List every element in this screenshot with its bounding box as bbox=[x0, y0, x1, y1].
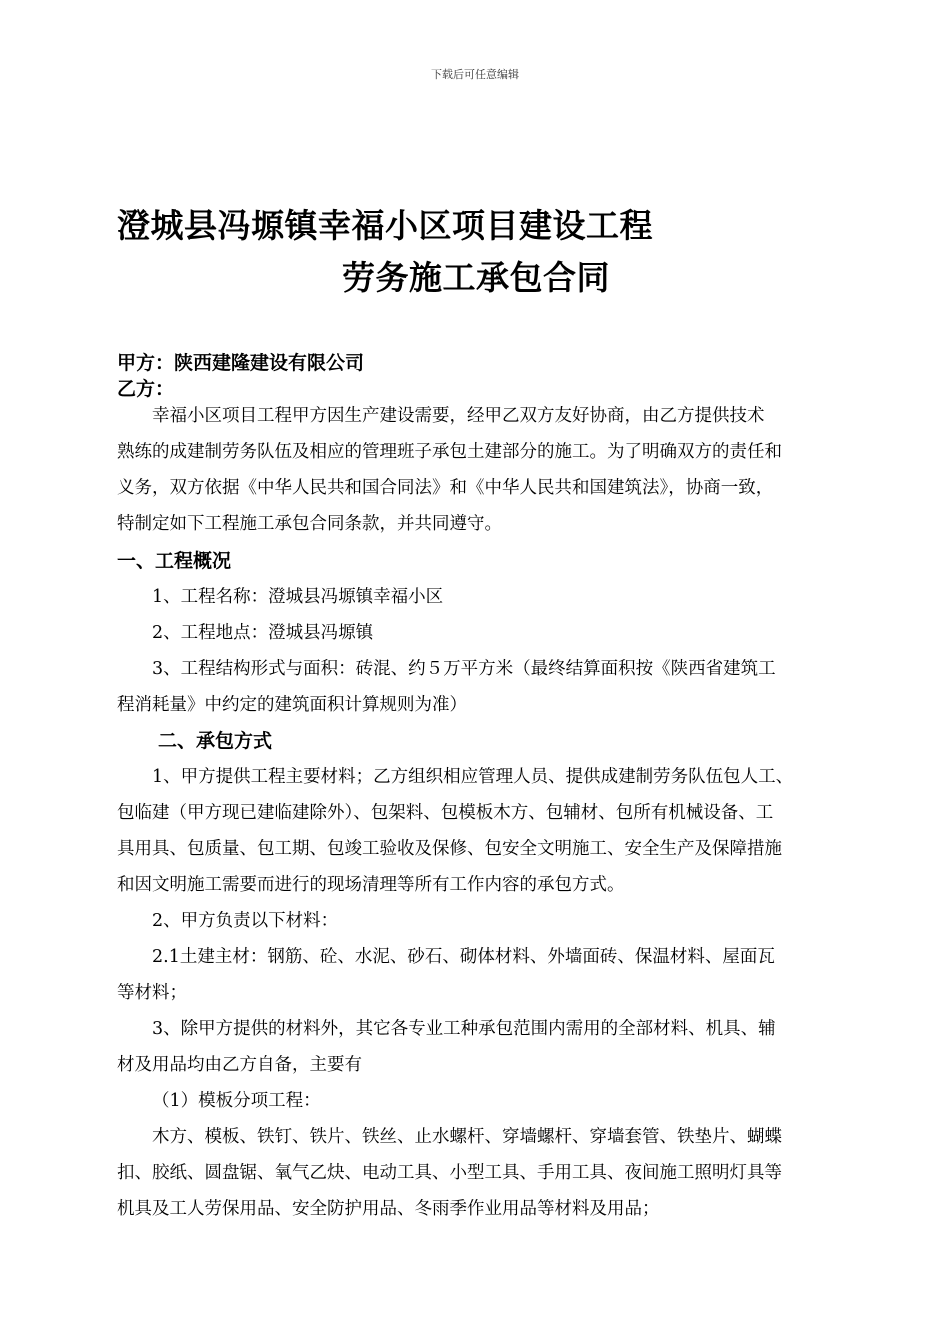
section-heading: 一、工程概况 bbox=[117, 550, 232, 572]
section-line: 1、甲方提供工程主要材料；乙方组织相应管理人员、提供成建制劳务队伍包人工、 bbox=[152, 767, 794, 787]
section-line: （1）模板分项工程： bbox=[152, 1091, 321, 1111]
section-line: 木方、模板、铁钉、铁片、铁丝、止水螺杆、穿墙螺杆、穿墙套管、铁垫片、蝴蝶 bbox=[152, 1127, 782, 1147]
section-line: 1、工程名称：澄城县冯塬镇幸福小区 bbox=[152, 587, 444, 607]
section-line: 2、工程地点：澄城县冯塬镇 bbox=[152, 623, 374, 643]
intro-line: 熟练的成建制劳务队伍及相应的管理班子承包土建部分的施工。为了明确双方的责任和 bbox=[117, 442, 782, 462]
title-line-1: 澄城县冯塬镇幸福小区项目建设工程 bbox=[117, 206, 653, 245]
section-line: 包临建（甲方现已建临建除外）、包架料、包模板木方、包辅材、包所有机械设备、工 bbox=[117, 803, 774, 823]
section-line: 2、甲方负责以下材料： bbox=[152, 911, 339, 931]
party-a: 甲方：陕西建隆建设有限公司 bbox=[117, 352, 365, 374]
section-line: 程消耗量》中约定的建筑面积计算规则为准） bbox=[117, 695, 467, 715]
section-line: 3、除甲方提供的材料外，其它各专业工种承包范围内需用的全部材料、机具、辅 bbox=[152, 1019, 776, 1039]
section-line: 3、工程结构形式与面积：砖混、约５万平方米（最终结算面积按《陕西省建筑工 bbox=[152, 659, 776, 679]
party-b: 乙方： bbox=[117, 378, 175, 400]
section-line: 2.1土建主材：钢筋、砼、水泥、砂石、砌体材料、外墙面砖、保温材料、屋面瓦 bbox=[152, 947, 775, 967]
intro-line: 幸福小区项目工程甲方因生产建设需要，经甲乙双方友好协商，由乙方提供技术 bbox=[152, 406, 765, 426]
section-line: 机具及工人劳保用品、安全防护用品、冬雨季作业用品等材料及用品； bbox=[117, 1199, 660, 1219]
section-line: 材及用品均由乙方自备，主要有 bbox=[117, 1055, 362, 1075]
header-note: 下载后可任意编辑 bbox=[431, 68, 519, 81]
section-line: 等材料； bbox=[117, 983, 187, 1003]
title-line-2: 劳务施工承包合同 bbox=[342, 258, 610, 297]
section-line: 和因文明施工需要而进行的现场清理等所有工作内容的承包方式。 bbox=[117, 875, 625, 895]
section-heading: 二、承包方式 bbox=[158, 730, 273, 752]
intro-line: 义务，双方依据《中华人民共和国合同法》和《中华人民共和国建筑法》，协商一致， bbox=[117, 478, 774, 498]
intro-line: 特制定如下工程施工承包合同条款，并共同遵守。 bbox=[117, 514, 502, 534]
section-line: 具用具、包质量、包工期、包竣工验收及保修、包安全文明施工、安全生产及保障措施 bbox=[117, 839, 782, 859]
section-line: 扣、胶纸、圆盘锯、氧气乙炔、电动工具、小型工具、手用工具、夜间施工照明灯具等 bbox=[117, 1163, 782, 1183]
